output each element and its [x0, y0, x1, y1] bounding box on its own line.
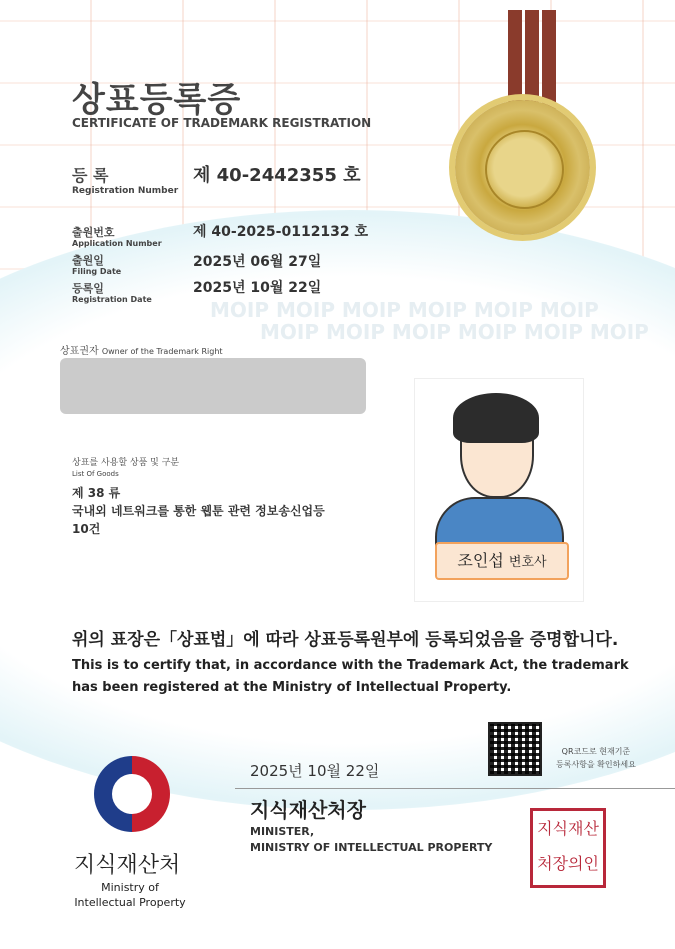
divider: [235, 788, 675, 789]
ministry-name-en: [64, 880, 196, 910]
filing-label-en: Filing Date: [72, 267, 121, 276]
goods-class: 제 38 류: [72, 484, 120, 501]
goods-label: 상표를 사용할 상품 및 구분: [72, 455, 179, 468]
signer-title-en-2: MINISTRY OF INTELLECTUAL PROPERTY: [250, 841, 492, 854]
application-label-en: Application Number: [72, 239, 162, 248]
reg-date-label: 등록일: [72, 280, 104, 296]
registration-date: 2025년 10월 22일: [193, 277, 321, 297]
filing-date: 2025년 06월 27일: [193, 251, 321, 271]
certification-statement-en-1: This is to certify that, in accordance with the Trademark Act, the trademark: [72, 658, 629, 673]
application-number: 제 40-2025-0112132 호: [193, 221, 368, 241]
registration-number: 제 40-2442355 호: [193, 161, 361, 187]
qr-caption: [556, 745, 636, 771]
owner-label-ko: 상표권자: [60, 346, 99, 357]
trademark-suffix: 변호사: [509, 555, 547, 570]
official-stamp: [530, 808, 606, 888]
redacted-owner: [60, 358, 366, 414]
filing-label: 출원일: [72, 252, 104, 268]
watermark: MOIP MOIP MOIP MOIP MOIP MOIP: [210, 298, 599, 322]
owner-label: [60, 342, 223, 357]
qr-caption-2: 등록사항을 확인하세요: [556, 758, 636, 771]
goods-label-en: List Of Goods: [72, 470, 119, 478]
goods-description: 국내외 네트워크를 통한 웹툰 관련 정보송신업등: [72, 502, 325, 519]
trademark-certificate: [0, 0, 675, 949]
stamp-text: 지식재산 처장의인: [537, 819, 599, 873]
qr-code[interactable]: [488, 722, 542, 776]
qr-caption-1: QR코드로 현재기준: [556, 745, 636, 758]
application-label: 출원번호: [72, 224, 115, 240]
ministry-name-ko: 지식재산처: [74, 848, 180, 879]
page-title: 상표등록증: [72, 72, 241, 121]
signer-title-ko: 지식재산처장: [250, 794, 366, 823]
registration-label: 등 록: [72, 163, 108, 186]
signer-title-en-1: MINISTER,: [250, 825, 314, 838]
owner-label-en: Owner of the Trademark Right: [102, 347, 223, 356]
ministry-logo-icon: [94, 756, 170, 832]
ministry-name-en-2: Intellectual Property: [64, 895, 196, 910]
goods-count: 10건: [72, 520, 100, 537]
trademark-name: 조인섭: [457, 551, 503, 570]
gold-seal: [455, 100, 590, 235]
page-subtitle: CERTIFICATE OF TRADEMARK REGISTRATION: [72, 116, 371, 130]
ministry-name-en-1: Ministry of: [64, 880, 196, 895]
certification-statement-ko: 위의 표장은「상표법」에 따라 상표등록원부에 등록되었음을 증명합니다.: [72, 625, 618, 650]
trademark-name-badge: [435, 542, 569, 580]
watermark: MOIP MOIP MOIP MOIP MOIP MOIP: [260, 320, 649, 344]
reg-date-label-en: Registration Date: [72, 295, 152, 304]
registration-label-en: Registration Number: [72, 186, 178, 196]
certification-statement-en-2: has been registered at the Ministry of Intellectual Property.: [72, 680, 511, 695]
issue-date: 2025년 10월 22일: [250, 760, 379, 781]
trademark-image: [414, 378, 584, 602]
